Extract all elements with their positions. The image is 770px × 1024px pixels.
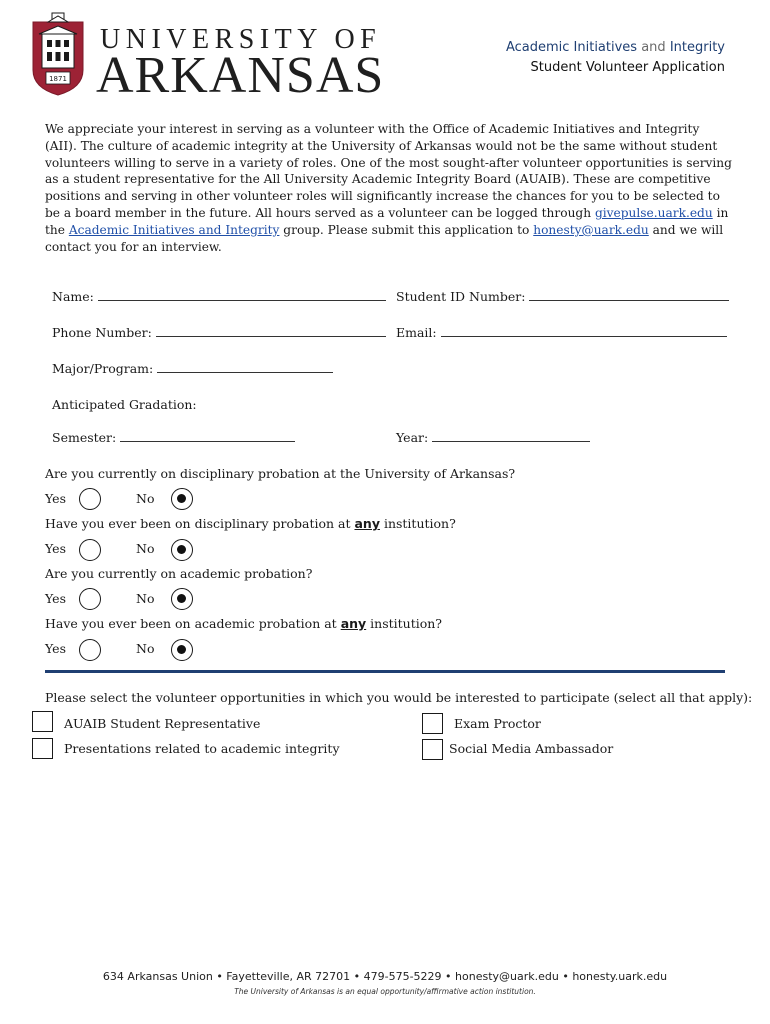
year-field[interactable]: Year: (396, 430, 590, 445)
auaib-representative-checkbox[interactable] (32, 711, 53, 732)
name-field[interactable]: Name: (52, 289, 386, 304)
university-logo (30, 12, 385, 104)
question-current-academic-probation: Are you currently on academic probation? (45, 566, 313, 581)
social-media-ambassador-label: Social Media Ambassador (449, 741, 614, 756)
anticipated-graduation-label: Anticipated Gradation: (52, 397, 197, 412)
phone-field[interactable]: Phone Number: (52, 325, 386, 340)
department-heading (506, 38, 725, 78)
yes-label: Yes (45, 641, 66, 656)
intro-paragraph: We appreciate your interest in serving as a volunteer with the Office of Academic Initiatives and Integrity (AII). The culture of academic integrity at the University of Arkansas would not be the same without student volunteers willing to serve in a variety of roles. One of the most sought-after volunteer opportunities is serving as a student representative for the All University Academic Integrity Board (AUAIB). These are competitive positions and serving in other volunteer roles will significantly increase the chances for you to be selected to be a board member in the future. All hours served as a volunteer can be logged through givepulse.uark.edu in the Academic Initiatives and Integrity group. Please submit this application to honesty@uark.edu and we will contact you for an interview. (45, 122, 732, 254)
student-id-field[interactable]: Student ID Number: (396, 289, 729, 304)
footer-address: 634 Arkansas Union • Fayetteville, AR 72701 • 479-575-5229 • honesty@uark.edu • honesty.uark.edu (102, 970, 668, 983)
auaib-representative-label: AUAIB Student Representative (64, 716, 261, 731)
no-label: No (136, 591, 155, 606)
presentations-label: Presentations related to academic integrity (64, 741, 340, 756)
q3-no-radio[interactable] (171, 588, 193, 610)
semester-field[interactable]: Semester: (52, 430, 295, 445)
no-label: No (136, 541, 155, 556)
question-current-disciplinary-probation: Are you currently on disciplinary probation at the University of Arkansas? (45, 466, 516, 481)
yes-label: Yes (45, 491, 66, 506)
no-label: No (136, 491, 155, 506)
aii-group-link[interactable]: Academic Initiatives and Integrity (68, 222, 280, 237)
question-ever-disciplinary-probation: Have you ever been on disciplinary probation at any institution? (45, 516, 456, 531)
yes-label: Yes (45, 541, 66, 556)
givepulse-link[interactable]: givepulse.uark.edu (594, 205, 713, 220)
q2-no-radio[interactable] (171, 539, 193, 561)
q1-no-radio[interactable] (171, 488, 193, 510)
logo-arkansas-text: ARKANSAS (96, 47, 385, 104)
exam-proctor-label: Exam Proctor (454, 716, 541, 731)
footer-eeo-note: The University of Arkansas is an equal opportunity/affirmative action institution. (234, 987, 536, 996)
email-field[interactable]: Email: (396, 325, 727, 340)
volunteer-opportunities-prompt: Please select the volunteer opportunities in which you would be interested to participate (select all that apply): (45, 690, 753, 705)
q1-yes-radio[interactable] (79, 488, 101, 510)
department-name: Academic Initiatives and Integrity (505, 40, 725, 55)
social-media-ambassador-checkbox[interactable] (422, 739, 443, 760)
honesty-email-link[interactable]: honesty@uark.edu (533, 222, 649, 237)
university-seal-icon (30, 12, 86, 96)
q3-yes-radio[interactable] (79, 588, 101, 610)
document-title: Student Volunteer Application (530, 60, 725, 75)
section-divider (45, 670, 725, 673)
question-ever-academic-probation: Have you ever been on academic probation at any institution? (45, 616, 443, 631)
yes-label: Yes (45, 591, 66, 606)
major-field[interactable]: Major/Program: (52, 361, 333, 376)
q2-yes-radio[interactable] (79, 539, 101, 561)
q4-no-radio[interactable] (171, 639, 193, 661)
seal-year: 1871 (49, 75, 67, 83)
presentations-checkbox[interactable] (32, 738, 53, 759)
logo-university-text: UNIVERSITY OF (100, 24, 382, 55)
q4-yes-radio[interactable] (79, 639, 101, 661)
exam-proctor-checkbox[interactable] (422, 713, 443, 734)
no-label: No (136, 641, 155, 656)
